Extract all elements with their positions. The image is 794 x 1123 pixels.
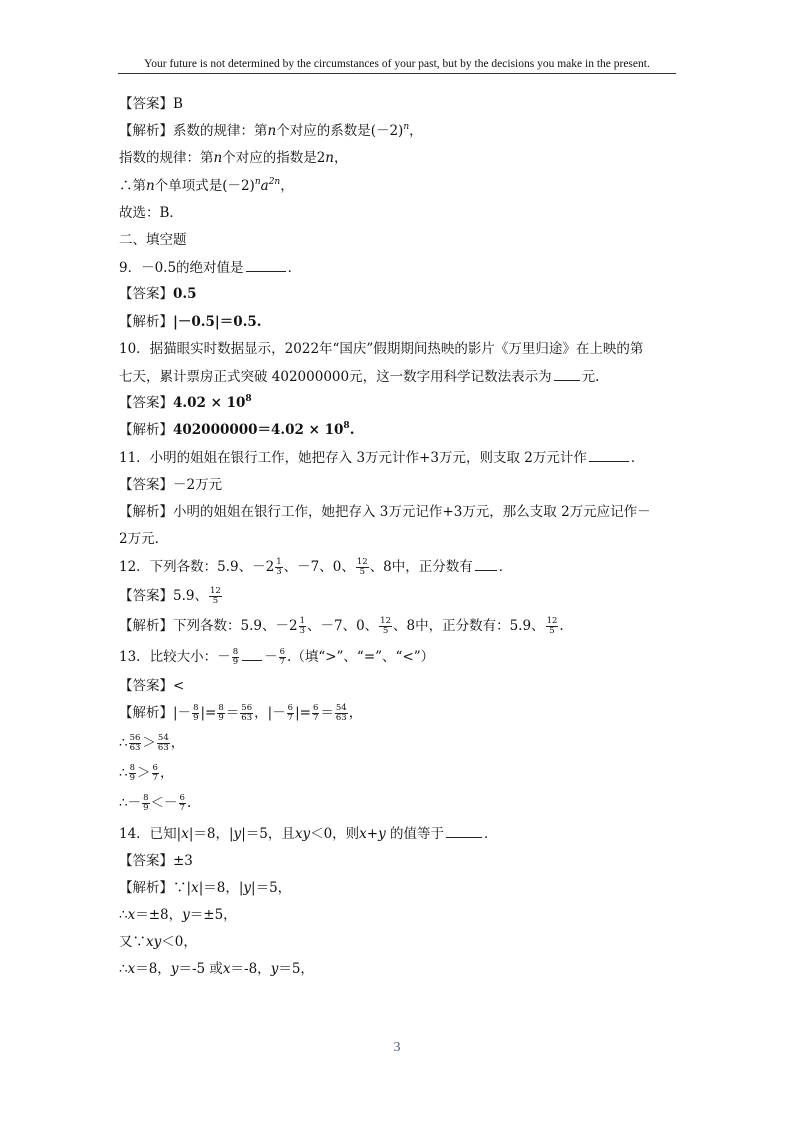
q14-analysis-2: ∴x＝±8，y＝±5， bbox=[119, 906, 237, 923]
fraction: $\frac{6}{7}$ bbox=[312, 703, 319, 724]
answer-blank bbox=[475, 556, 497, 571]
q9-answer: 【答案】0.5 bbox=[119, 286, 197, 303]
answer-blank bbox=[246, 257, 286, 272]
q14-question: 14．已知|x|＝8，|y|＝5，且xy＜0，则x+y 的值等于 ． bbox=[119, 823, 679, 850]
fraction: $\frac{12}{5}$ bbox=[209, 586, 221, 607]
q14-analysis-3: 又∵xy＜0， bbox=[119, 934, 197, 951]
q8-analysis-3: ∴第n个单项式是$(-2)^na^{2n}$， bbox=[119, 176, 294, 194]
q9-question: 9．－0.5的绝对值是 ． bbox=[119, 257, 679, 284]
q12-question: 12．下列各数：5.9、－2 $\frac{1}{3}$ 、－7、0、 $\frac{12}{5}$ 、8中，正分数有 ． bbox=[119, 557, 513, 578]
q14-analysis-1: 【解析】∵|x|＝8，|y|＝5， bbox=[119, 879, 292, 896]
q10-question-2: 七天，累计票房正式突破 402000000元，这一数字用科学记数法表示为 元. bbox=[119, 366, 679, 393]
fraction: $\frac{56}{63}$ bbox=[129, 733, 141, 754]
fraction: $\frac{1}{3}$ bbox=[276, 557, 282, 578]
q10-analysis: 【解析】$402000000=4.02 \times 10^8$. bbox=[119, 421, 355, 439]
page-number: 3 bbox=[393, 1040, 401, 1055]
fraction: $\frac{1}{3}$ bbox=[299, 616, 305, 637]
answer-blank bbox=[446, 823, 482, 838]
q13-step-1: ∴ $\frac{56}{63}$ ＞ $\frac{54}{63}$ ， bbox=[119, 733, 185, 754]
q10-answer: 【答案】$4.02 \times 10^8$ bbox=[119, 394, 252, 412]
q13-step-2: ∴ $\frac{8}{9}$ ＞ $\frac{6}{7}$ ， bbox=[119, 763, 174, 784]
fraction: $\frac{12}{5}$ bbox=[546, 616, 558, 637]
fraction: $\frac{12}{5}$ bbox=[380, 616, 391, 637]
fraction: $\frac{6}{7}$ bbox=[152, 763, 158, 784]
document-body bbox=[119, 94, 679, 987]
q10-question-1: 10．据猫眼实时数据显示，2022年“国庆”假期期间热映的影片《万里归途》在上映的第 bbox=[119, 340, 644, 357]
fraction: $\frac{56}{63}$ bbox=[241, 703, 253, 724]
q13-question: 13．比较大小：－ $\frac{8}{9}$ － $\frac{6}{7}$ .（填“>”、“=”、“<”） bbox=[119, 647, 435, 668]
fraction: $\frac{6}{7}$ bbox=[287, 703, 294, 724]
answer-blank bbox=[242, 646, 262, 661]
header-motto: Your future is not determined by the circumstances of your past, but by the decisions you make in the present. bbox=[144, 58, 650, 70]
q14-answer: 【答案】±3 bbox=[119, 852, 193, 869]
q8-answer: 【答案】B bbox=[119, 96, 183, 112]
fraction: $\frac{8}{9}$ bbox=[129, 763, 136, 784]
q13-step-3: ∴－ $\frac{8}{9}$ ＜－ $\frac{6}{7}$ . bbox=[119, 793, 192, 814]
q11-analysis-1: 【解析】小明的姐姐在银行工作，她把存入 3万元记作+3万元，那么支取 2万元应记作－ bbox=[119, 503, 651, 520]
q11-analysis-2: 2万元. bbox=[119, 531, 159, 547]
q8-analysis-2: 指数的规律：第n个对应的指数是2n， bbox=[119, 150, 348, 167]
fraction: $\frac{8}{9}$ bbox=[218, 703, 224, 724]
q9-analysis: 【解析】|－0.5|＝0.5. bbox=[119, 313, 262, 330]
q13-answer: 【答案】< bbox=[119, 678, 185, 695]
q11-answer: 【答案】－2万元 bbox=[119, 476, 223, 493]
q8-conclusion: 故选：B． bbox=[119, 204, 183, 221]
page-header bbox=[118, 56, 676, 74]
q8-analysis-1: 【解析】系数的规律：第n个对应的系数是$(-2)^n$， bbox=[119, 122, 423, 140]
fraction: $\frac{54}{63}$ bbox=[335, 703, 347, 724]
fraction: $\frac{8}{9}$ bbox=[143, 793, 149, 814]
page-footer bbox=[0, 1040, 794, 1056]
answer-blank bbox=[589, 447, 629, 462]
fraction: $\frac{6}{7}$ bbox=[279, 647, 286, 668]
q12-answer: 【答案】5.9、 $\frac{12}{5}$ bbox=[119, 586, 221, 607]
fraction: $\frac{6}{7}$ bbox=[179, 793, 185, 814]
q14-analysis-4: ∴x＝8，y＝-5 或x＝-8，y＝5， bbox=[119, 961, 314, 978]
answer-blank bbox=[554, 366, 580, 381]
q13-analysis: 【解析】|－ $\frac{8}{9}$ |= $\frac{8}{9}$ ＝ $\frac{56}{63}$ ，|－ $\frac{6}{7}$ |= $\frac{6}{7}$ ＝ $\frac{54}{63}$ ， bbox=[119, 703, 363, 724]
q11-question: 11．小明的姐姐在银行工作，她把存入 3万元计作+3万元，则支取 2万元计作 ． bbox=[119, 447, 679, 474]
fraction: $\frac{12}{5}$ bbox=[356, 557, 368, 578]
q12-analysis: 【解析】下列各数：5.9、－2 $\frac{1}{3}$ 、－7、0、 $\frac{12}{5}$ 、8中，正分数有：5.9、 $\frac{12}{5}$ . bbox=[119, 616, 564, 637]
section-title: 二、填空题 bbox=[119, 231, 187, 248]
fraction: $\frac{54}{63}$ bbox=[157, 733, 169, 754]
fraction: $\frac{8}{9}$ bbox=[232, 647, 239, 668]
fraction: $\frac{8}{9}$ bbox=[193, 703, 199, 724]
